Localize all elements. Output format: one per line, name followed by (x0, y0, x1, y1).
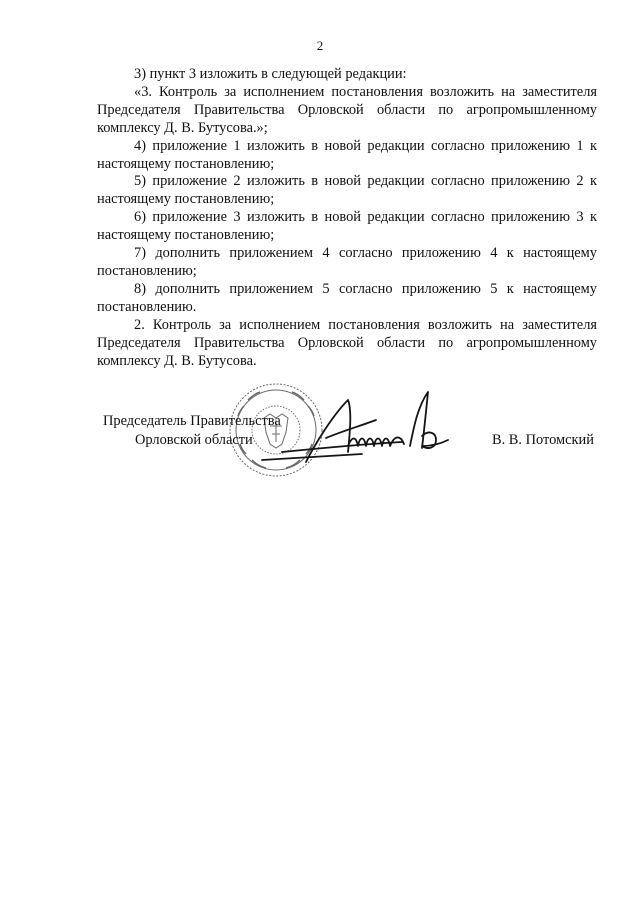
signature-block (0, 380, 640, 480)
page-number: 2 (316, 38, 324, 53)
paragraph-quoted-item-3: «3. Контроль за исполнением постановления возложить на заместителя Председателя Правительства Орловской области по агропромышленному комплексу Д. В. Бутусова.»; (97, 83, 597, 136)
signatory-name: В. В. Потомский (492, 432, 594, 448)
signatory-position-line2: Орловской области (135, 432, 253, 448)
paragraph-item-3: 3) пункт 3 изложить в следующей редакции: (134, 66, 407, 82)
document-body (97, 66, 597, 370)
paragraph-item-6: 6) приложение 3 изложить в новой редакции согласно приложению 3 к настоящему постановлению; (97, 209, 597, 244)
paragraph-item-8: 8) дополнить приложением 5 согласно приложению 5 к настоящему постановлению. (97, 280, 597, 315)
paragraph-item-7: 7) дополнить приложением 4 согласно приложению 4 к настоящему постановлению; (97, 245, 597, 279)
paragraph-item-4: 4) приложение 1 изложить в новой редакции согласно приложению 1 к настоящему постановлению; (97, 137, 597, 172)
handwritten-signature (252, 386, 452, 468)
paragraph-clause-2: 2. Контроль за исполнением постановления возложить на заместителя Председателя Правительства Орловской области по агропромышленному комплексу Д. В. Бутусова. (97, 316, 597, 369)
signatory-position-line1: Председатель Правительства (103, 413, 281, 429)
paragraph-item-5: 5) приложение 2 изложить в новой редакции согласно приложению 2 к настоящему постановлению; (97, 173, 597, 208)
